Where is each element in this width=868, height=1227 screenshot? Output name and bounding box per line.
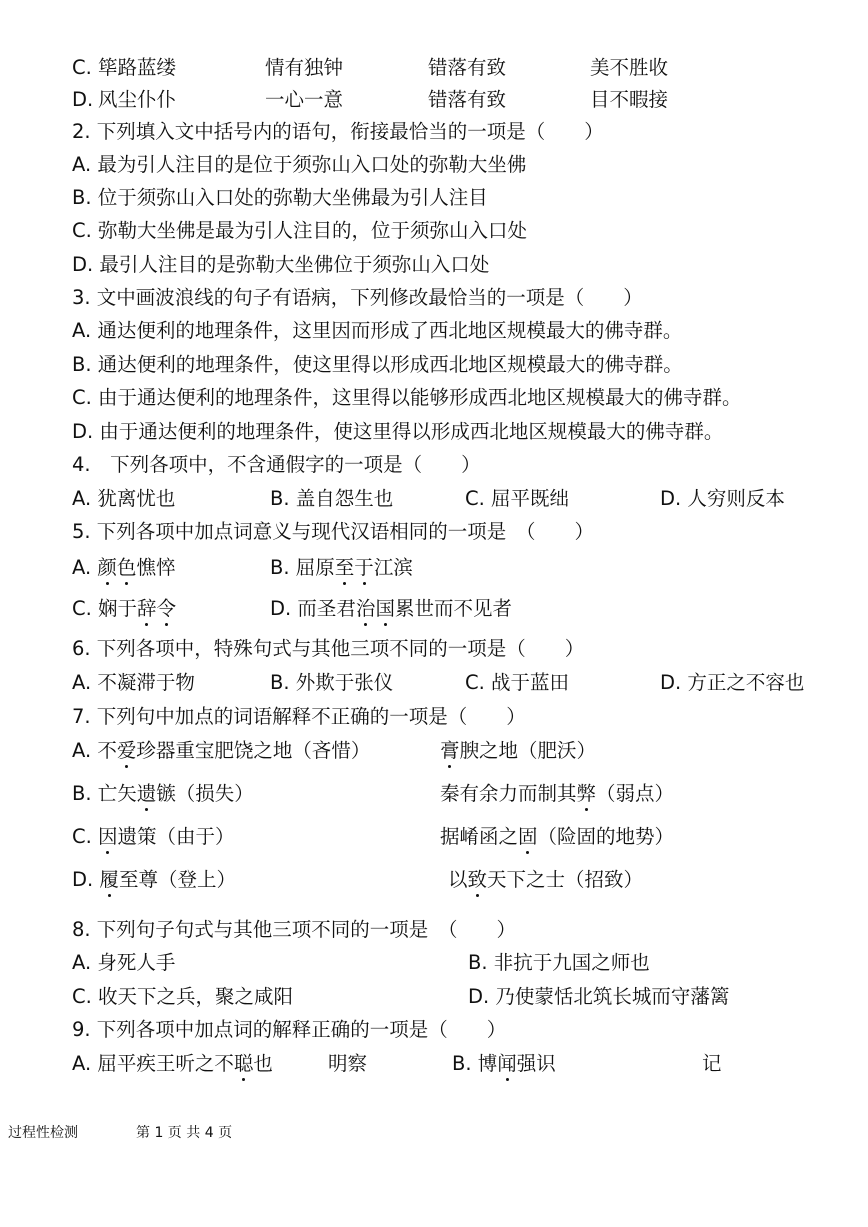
text: 江滨 <box>373 556 413 579</box>
q7-option-b1 <box>72 782 254 806</box>
text: A. <box>72 556 98 579</box>
q4-option-b: B. 盖自怨生也 <box>270 487 394 510</box>
dotted-char: 膏 <box>440 739 460 762</box>
q2-option-d: D. 最引人注目的是弥勒大坐佛位于须弥山入口处 <box>72 253 490 276</box>
q7-option-c1 <box>72 825 235 849</box>
q3-option-b: B. 通达便利的地理条件，使这里得以形成西北地区规模最大的佛寺群。 <box>72 353 683 376</box>
text: 遗策（由于） <box>117 825 235 848</box>
text: 珍器重宝肥饶之地（吝惜） <box>136 739 371 762</box>
q7-stem: 7. 下列句中加点的词语解释不正确的一项是（ ） <box>72 705 526 728</box>
dotted-char: 致 <box>467 868 488 891</box>
q9-option-a-gloss: 明察 <box>328 1052 368 1075</box>
text: D. 而圣君 <box>270 597 356 620</box>
q6-option-d: D. 方正之不容也 <box>660 671 805 694</box>
q2-stem: 2. 下列填入文中括号内的语句，衔接最恰当的一项是（ ） <box>72 120 604 143</box>
text: 腴之地（肥沃） <box>459 739 597 762</box>
option-label: D. <box>72 88 94 111</box>
q3-option-a: A. 通达便利的地理条件，这里因而形成了西北地区规模最大的佛寺群。 <box>72 319 683 342</box>
q9-stem: 9. 下列各项中加点词的解释正确的一项是（ ） <box>72 1018 507 1041</box>
idiom: 一心一意 <box>265 88 344 111</box>
dotted-char: 辞 <box>137 597 157 620</box>
text: 据崤函之 <box>440 825 519 848</box>
q6-stem: 6. 下列各项中，特殊句式与其他三项不同的一项是（ ） <box>72 637 585 660</box>
q5-stem: 5. 下列各项中加点词意义与现代汉语相同的一项是 （ ） <box>72 520 595 543</box>
q7-option-d1 <box>72 868 236 892</box>
dotted-char: 因 <box>98 825 118 848</box>
dotted-char: 聪 <box>233 1052 254 1075</box>
text: B. 亡矢 <box>72 782 137 805</box>
q8-option-d: D. 乃使蒙恬北筑长城而守藩篱 <box>468 985 730 1008</box>
dotted-char: 固 <box>518 825 538 848</box>
q2-option-b: B. 位于须弥山入口处的弥勒大坐佛最为引人注目 <box>72 186 488 209</box>
text: A. 屈平疾王听之不 <box>72 1052 234 1075</box>
q7-option-a2 <box>440 739 596 763</box>
q8-option-b: B. 非抗于九国之师也 <box>468 951 650 974</box>
text: （险固的地势） <box>537 825 675 848</box>
q2-option-a: A. 最为引人注目的是位于须弥山入口处的弥勒大坐佛 <box>72 153 527 176</box>
q9-option-a <box>72 1052 273 1076</box>
idiom: 风尘仆仆 <box>98 88 177 111</box>
dotted-char: 弊 <box>576 782 597 805</box>
dotted-char: 爱 <box>116 739 137 762</box>
q5-option-c <box>72 597 176 621</box>
q7-option-a1 <box>72 739 370 763</box>
q9-option-b-gloss: 记 <box>702 1052 722 1075</box>
text: 天下之士（招致） <box>487 868 644 891</box>
q5-option-d <box>270 597 512 621</box>
text: D. <box>72 868 100 891</box>
q3-option-c: C. 由于通达便利的地理条件，这里得以能够形成西北地区规模最大的佛寺群。 <box>72 386 742 409</box>
dotted-char: 颜 <box>97 556 117 579</box>
q2-option-c: C. 弥勒大坐佛是最为引人注目的，位于须弥山入口处 <box>72 219 528 242</box>
q8-option-c: C. 收天下之兵，聚之咸阳 <box>72 985 294 1008</box>
text: 以 <box>448 868 468 891</box>
idiom: 筚路蓝缕 <box>98 56 177 79</box>
text: C. 娴于 <box>72 597 138 620</box>
text: 强识 <box>516 1052 556 1075</box>
dotted-char: 至 <box>334 556 355 579</box>
dotted-char: 色 <box>116 556 137 579</box>
text: 累世而不见者 <box>394 597 512 620</box>
q6-option-c: C. 战于蓝田 <box>465 671 570 694</box>
q6-option-b: B. 外欺于张仪 <box>270 671 394 694</box>
dotted-char: 闻 <box>497 1052 517 1075</box>
text: 憔悴 <box>136 556 176 579</box>
idiom: 错落有致 <box>428 88 507 111</box>
text: B. 屈原 <box>270 556 335 579</box>
q3-option-d: D. 由于通达便利的地理条件，使这里得以形成西北地区规模最大的佛寺群。 <box>72 420 724 443</box>
q8-stem: 8. 下列句子句式与其他三项不同的一项是 （ ） <box>72 918 517 941</box>
q3-stem: 3. 文中画波浪线的句子有语病，下列修改最恰当的一项是（ ） <box>72 286 643 309</box>
text: C. <box>72 825 99 848</box>
text: （弱点） <box>596 782 675 805</box>
text: 至尊（登上） <box>118 868 236 891</box>
q6-option-a: A. 不凝滞于物 <box>72 671 195 694</box>
q4-stem: 4. 下列各项中，不含通假字的一项是（ ） <box>72 453 481 476</box>
q4-option-c: C. 屈平既绌 <box>465 487 570 510</box>
idiom: 目不暇接 <box>590 88 669 111</box>
idiom: 美不胜收 <box>590 56 669 79</box>
q7-option-d2 <box>448 868 643 892</box>
dotted-char: 履 <box>99 868 119 891</box>
page-number: 第 1 页 共 4 页 <box>136 1125 233 1141</box>
q5-option-b <box>270 556 413 580</box>
idiom: 情有独钟 <box>265 56 344 79</box>
q4-option-d: D. 人穷则反本 <box>660 487 785 510</box>
text: B. 博 <box>452 1052 498 1075</box>
dotted-char: 治 <box>355 597 376 620</box>
text: 也 <box>253 1052 273 1075</box>
q7-option-b2 <box>440 782 674 806</box>
text: 秦有余力而制其 <box>440 782 577 805</box>
text: 镞（损失） <box>156 782 254 805</box>
dotted-char: 国 <box>375 597 395 620</box>
dotted-char: 于 <box>354 556 374 579</box>
q9-option-b <box>452 1052 556 1076</box>
dotted-char: 遗 <box>136 782 157 805</box>
idiom: 错落有致 <box>428 56 507 79</box>
q5-option-a <box>72 556 175 580</box>
footer-left-label: 过程性检测 <box>8 1125 78 1141</box>
q4-option-a: A. 犹离忧也 <box>72 487 176 510</box>
option-label: C. <box>72 56 92 79</box>
q7-option-c2 <box>440 825 674 849</box>
dotted-char: 令 <box>156 597 177 620</box>
q8-option-a: A. 身死人手 <box>72 951 176 974</box>
text: A. 不 <box>72 739 117 762</box>
